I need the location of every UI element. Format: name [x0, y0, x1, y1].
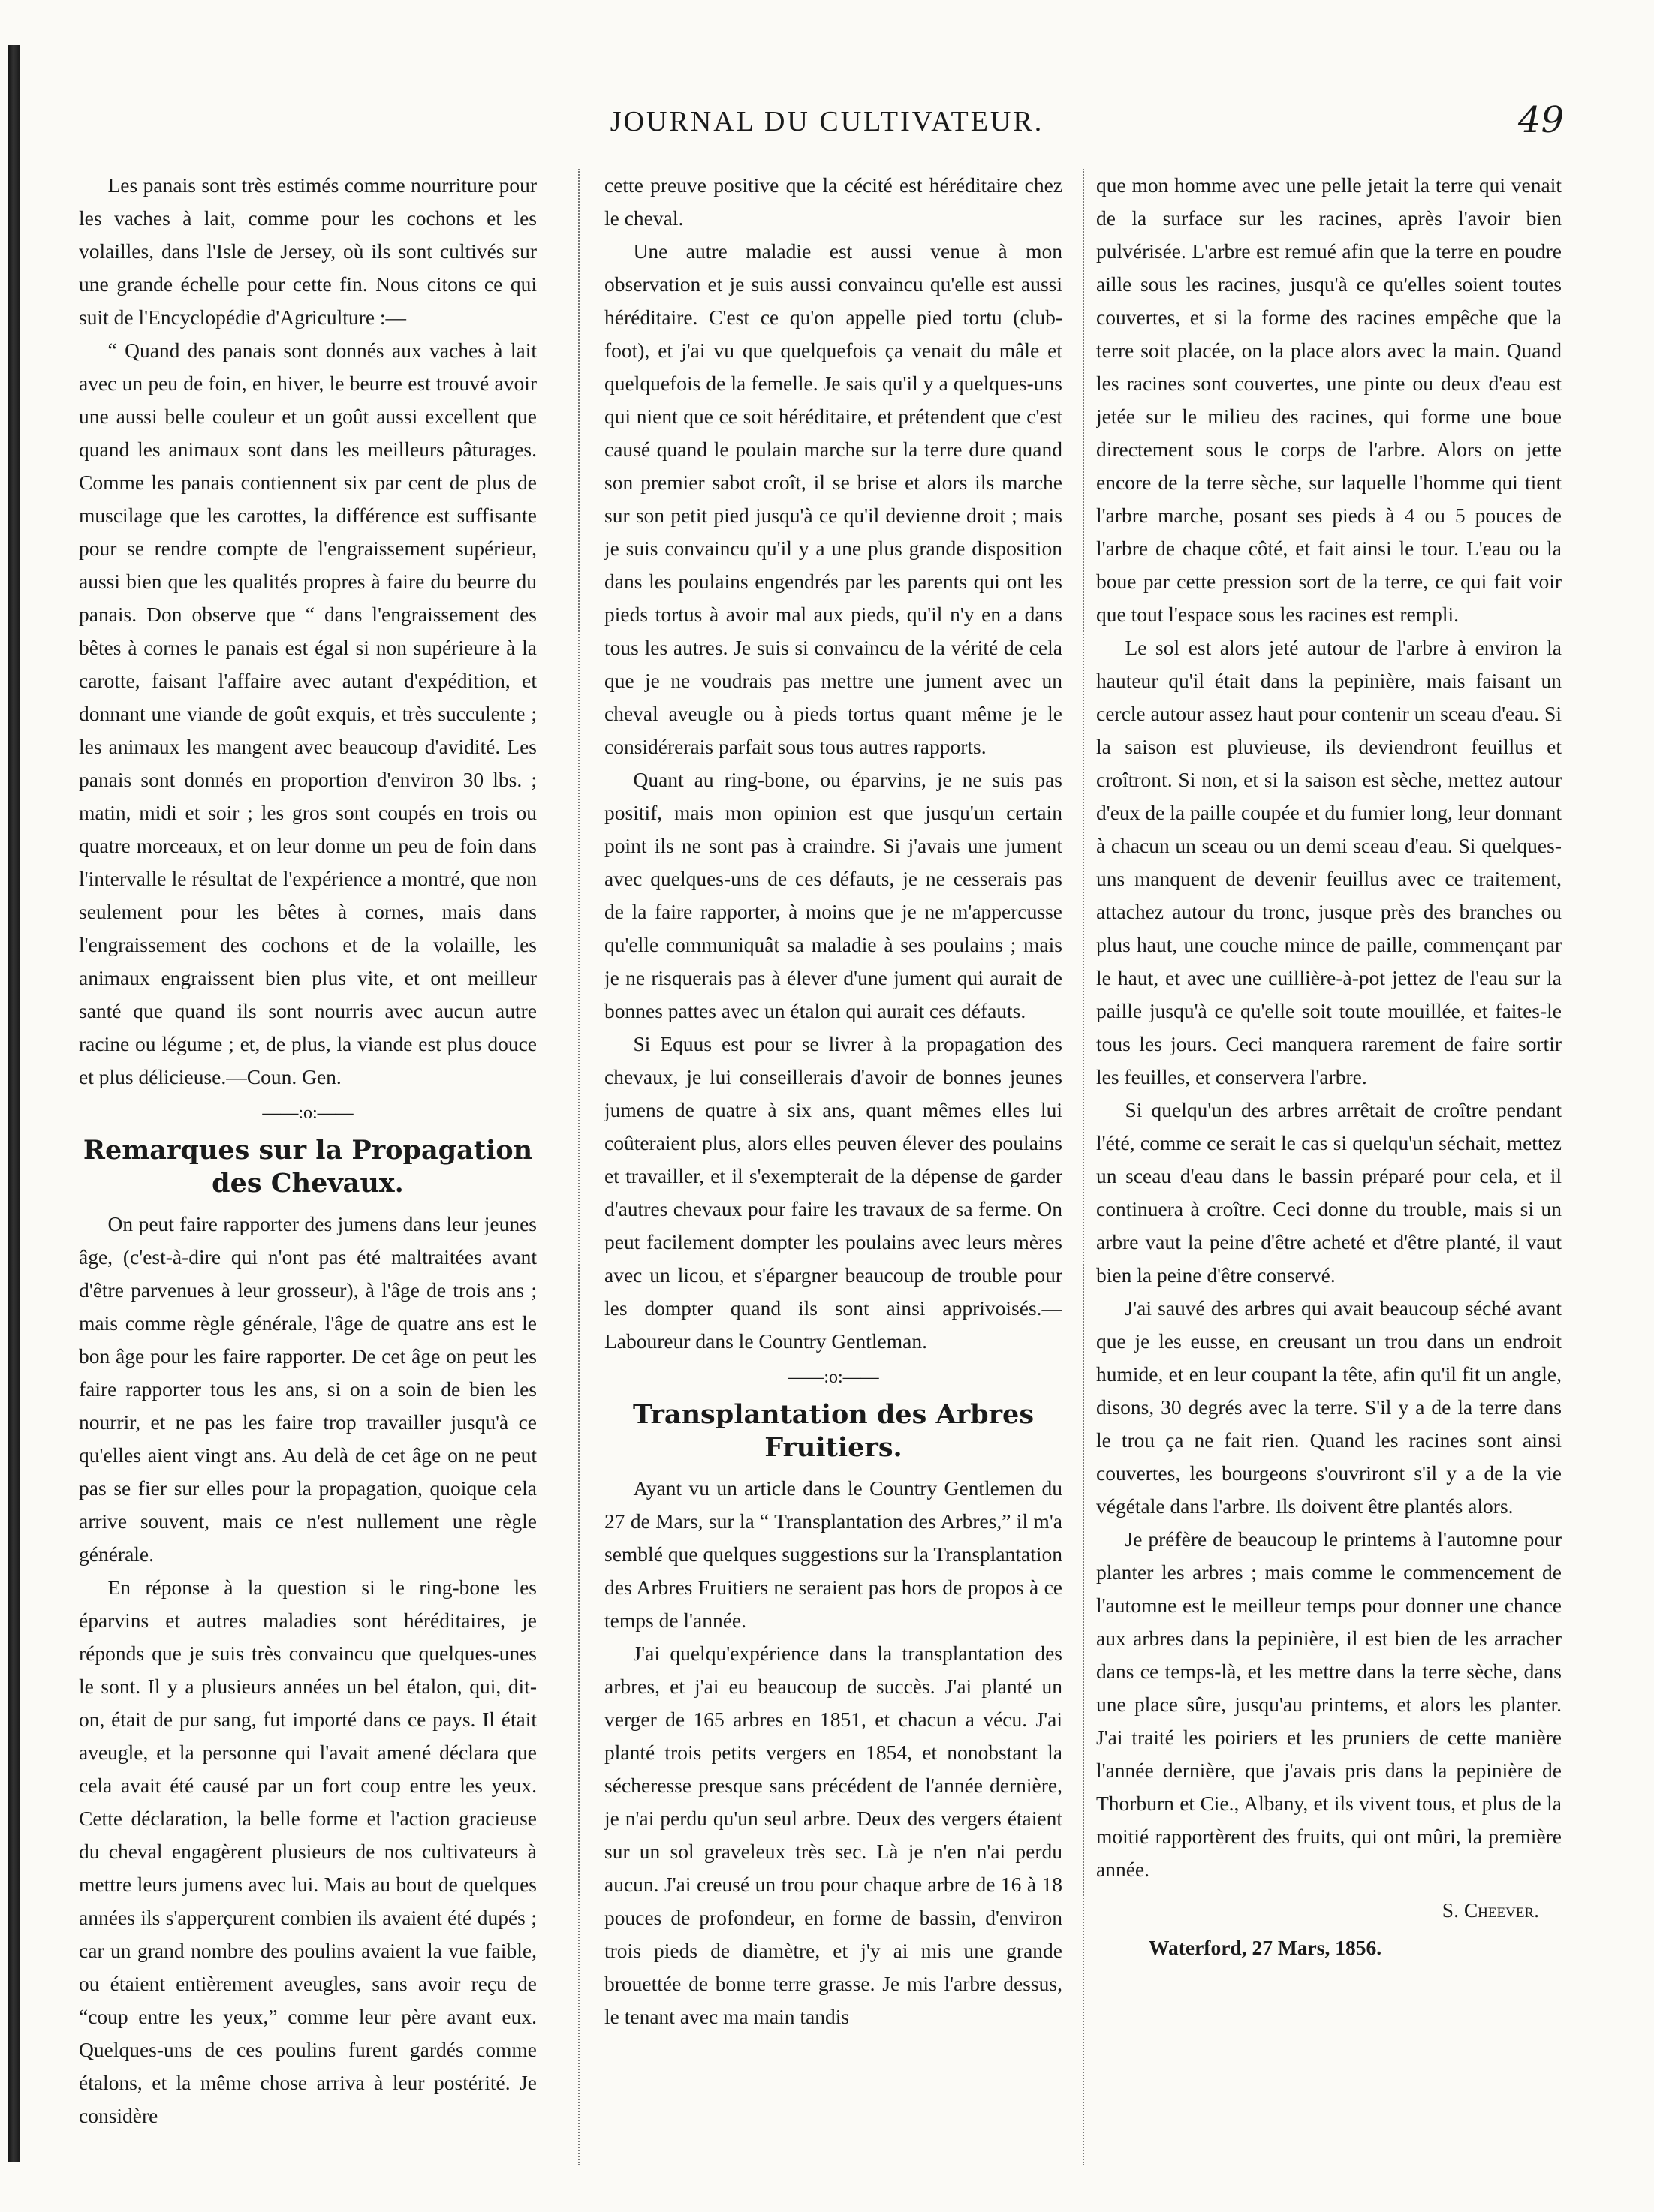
- column-rule-2: [1083, 169, 1084, 2165]
- column-2: [604, 169, 1062, 2180]
- paragraph: Les panais sont très estimés comme nourriture pour les vaches à lait, comme pour les cochons et les volailles, dans l'Isle de Jersey, où ils sont cultivés sur une grande échelle pour cette fin. Nous citons ce qui suit de l'Encyclopédie d'Agriculture :—: [79, 173, 537, 329]
- paragraph: Quant au ring-bone, ou éparvins, je ne suis pas positif, mais mon opinion est que jusqu'un certain point ils ne sont pas à craindre. Si j'avais une jument avec quelques-uns de ces défauts, je ne cesserais pas de la faire rapporter, à moins que je ne m'appercusse qu'elle communiquât sa maladie à ses poulains ; mais je ne risquerais pas à élever d'une jument qui aurait de bonnes pattes avec un étalon qui aurait ces défauts.: [604, 768, 1062, 1022]
- paragraph: Une autre maladie est aussi venue à mon observation et je suis aussi convaincu qu'elle est aussi héréditaire. C'est ce qu'on appelle pied tortu (club-foot), et j'ai vu que quelquefois ça venait du mâle et quelquefois de la femelle. Je sais qu'il y a quelques-uns qui nient que ce soit héréditaire, et prétendent que c'est causé quand le poulain marche sur la terre dure quand son premier sabot croît, il se brise et alors ils marche sur son petit pied jusqu'à ce qu'il devienne droit ; mais je suis convaincu qu'il y a une plus grande disposition dans les poulains engendrés par les parents qui ont les pieds tortus à avoir mal aux pieds, qu'il n'y en a dans tous les autres. Je suis si convaincu de la vérité de cela que je ne voudrais pas mettre une jument avec un cheval aveugle ou à pieds tortus quant même je le considérerais parfait sous tous autres rapports.: [604, 239, 1062, 758]
- paragraph: que mon homme avec une pelle jetait la terre qui venait de la surface sur les racines, après l'avoir bien pulvérisée. L'arbre est remué afin que la terre en poudre aille sous les racines, jusqu'à ce qu'elles soient toutes couvertes, et si la forme des racines empêche que la terre soit placée, on la place alors avec la main. Quand les racines sont couvertes, une pinte ou deux d'eau est jetée sur le milieu des racines, qui forme une boue directement sous le corps de l'arbre. Alors on jette encore de la terre sèche, sur laquelle l'homme qui tient l'arbre marche, posant ses pieds à 4 ou 5 pouces de l'arbre de chaque côté, et fait ainsi le tour. L'eau ou la boue par cette pression sort de la terre, ce qui fait voir que tout l'espace sous les racines est rempli.: [1096, 173, 1562, 626]
- column-rule-1: [578, 169, 580, 2165]
- paragraph: Je préfère de beaucoup le printems à l'automne pour planter les arbres ; mais comme le commencement de l'automne est le meilleur temps pour donner une chance aux arbres dans la pepinière, il est bien de les arracher dans ce temps-là, et les mettre dans la terre sèche, dans une place sûre, jusqu'au printems, et alors les planter. J'ai traité les poiriers et les pruniers de cette manière l'année dernière, que j'avais pris dans la pepinière de Thorburn et Cie., Albany, et ils vivent tous, et plus de la moitié rapportèrent des fruits, qui ont mûri, la première année.: [1096, 1527, 1562, 1881]
- paragraph: Ayant vu un article dans le Country Gentlemen du 27 de Mars, sur la “ Transplantation des Arbres,” il m'a semblé que quelques suggestions sur la Transplantation des Arbres Fruitiers ne seraient pas hors de propos à ce temps de l'année.: [604, 1476, 1062, 1632]
- paragraph: Si quelqu'un des arbres arrêtait de croître pendant l'été, comme ce serait le cas si quelqu'un séchait, mettez un sceau d'eau dans le bassin préparé pour cela, et il continuera à croître. Ceci donne du trouble, mais si un arbre vaut la peine d'être acheté et d'être planté, il vaut bien la peine d'être conservé.: [1096, 1098, 1562, 1287]
- section-separator: ——:o:——: [788, 1368, 879, 1387]
- article-heading: Transplantation des Arbres Fruitiers.: [632, 1399, 1035, 1463]
- paragraph: J'ai sauvé des arbres qui avait beaucoup séché avant que je les eusse, en creusant un trou dans un endroit humide, et en leur coupant la tête, afin qu'il fit un angle, disons, 30 degrés avec la terre. S'il y a de la terre dans le trou ça ne fait rien. Quand les racines sont ainsi couvertes, les bourgeons s'ouvriront s'il y a de la vie végétale dans l'arbre. Ils doivent être plantés alors.: [1096, 1296, 1562, 1518]
- running-header: JOURNAL DU CULTIVATEUR.: [610, 106, 1044, 137]
- paragraph: Si Equus est pour se livrer à la propagation des chevaux, je lui conseillerais d'avoir de bonnes jeunes jumens de quatre à six ans, quant mêmes elles lui coûteraient plus, alors elles peuven élever des poulains et travailler, et il s'exempterait de la dépense de garder d'autres chevaux pour faire les travaux de sa ferme. On peut facilement dompter les poulains avec leurs mères avec un licou, et s'épargner beaucoup de trouble pour les dompter quand ils sont ainsi apprivoisés.—Laboureur dans le Country Gentleman.: [604, 1032, 1062, 1353]
- paragraph: On peut faire rapporter des jumens dans leur jeunes âge, (c'est-à-dire qui n'ont pas été maltraitées avant d'être parvenues à leur grosseur), à l'âge de trois ans ; mais comme règle générale, l'âge de quatre ans est le bon âge pour les faire rapporter. De cet âge on peut les faire rapporter tous les ans, si on a soin de bien les nourrir, et ne pas les faire trop travailler jusqu'à ce qu'elles aient vingt ans. Au delà de cet âge on ne peut pas se fier sur elles pour la propagation, quoique cela arrive souvent, mais ce n'est nullement une règle générale.: [79, 1212, 537, 1566]
- article-heading: Remarques sur la Propagation des Chevaux.: [83, 1135, 533, 1199]
- section-separator: ——:o:——: [262, 1103, 354, 1123]
- page-edge-bar: [8, 45, 20, 2162]
- paragraph: cette preuve positive que la cécité est héréditaire chez le cheval.: [604, 173, 1062, 230]
- signature: S. Cheever.: [1442, 1898, 1539, 1922]
- paragraph: “ Quand des panais sont donnés aux vaches à lait avec un peu de foin, en hiver, le beurre est trouvé avoir une aussi belle couleur et un goût aussi excellent que quand les animaux sont dans les meilleurs pâturages. Comme les panais contiennent six par cent de plus de muscilage que les carottes, la différence est suffisante pour se rendre compte de l'engraissement supérieur, aussi bien que les qualités propres à faire du beurre du panais. Don observe que “ dans l'engraissement des bêtes à cornes le panais est égal si non supérieure à la carotte, faisant l'affaire avec autant d'expédition, et donnant une viande de goût exquis, et très succulente ; les animaux les mangent avec beaucoup d'avidité. Les panais sont donnés en proportion d'environ 30 lbs. ; matin, midi et soir ; les gros sont coupés en trois ou quatre morceaux, et on leur donne un peu de foin dans l'intervalle le résultat de l'expérience a montré, que non seulement pour les bêtes à cornes, mais dans l'engraissement des cochons et de la volaille, les animaux engraissent bien plus vite, et ont meilleur santé que quand ils sont nourris avec aucun autre racine ou légume ; et, de plus, la viande est plus douce et plus délicieuse.—Coun. Gen.: [79, 339, 537, 1088]
- dateline: Waterford, 27 Mars, 1856.: [1149, 1936, 1382, 1959]
- column-1: [79, 169, 537, 2180]
- paragraph: J'ai quelqu'expérience dans la transplantation des arbres, et j'ai eu beaucoup de succès. J'ai planté un verger de 165 arbres en 1851, et chacun a vécu. J'ai planté trois petits vergers en 1854, et nonobstant la sécheresse presque sans précédent de l'année dernière, je n'ai perdu qu'un seul arbre. Deux des vergers étaient sur un sol graveleux très sec. Là je n'en n'ai perdu aucun. J'ai creusé un trou pour chaque arbre de 16 à 18 pouces de profondeur, en forme de bassin, d'environ trois pieds de diamètre, et j'y ai mis une grande brouettée de bonne terre grasse. Je mis l'arbre dessus, le tenant avec ma main tandis: [604, 1642, 1062, 2028]
- page-number: 49: [1517, 99, 1564, 141]
- paragraph: En réponse à la question si le ring-bone les éparvins et autres maladies sont héréditaires, je réponds que je suis très convaincu que quelques-unes le sont. Il y a plusieurs années un bel étalon, qui, dit-on, était de pur sang, fut importé dans ce pays. Il était aveugle, et la personne qui l'avait amené déclara que cela avait été causé par un fort coup entre les yeux. Cette déclaration, la belle forme et l'action gracieuse du cheval engagèrent plusieurs de nos cultivateurs à mettre leurs jumens avec lui. Mais au bout de quelques années ils s'apperçurent combien ils avaient été dupés ; car un grand nombre des poulins avaient la vue faible, ou étaient entièrement aveugles, sans avoir reçu de “coup entre les yeux,” comme leur père avant eux. Quelques-uns de ces poulins furent gardés comme étalons, et la même chose arriva à leur postérité. Je considère: [79, 1575, 537, 2127]
- column-3: [1096, 169, 1562, 2180]
- paragraph: Le sol est alors jeté autour de l'arbre à environ la hauteur qu'il était dans la pepinière, mais faisant un cercle autour assez haut pour contenir un sceau d'eau. Si la saison est pluvieuse, ils deviendront feuillus et croîtront. Si non, et si la saison est sèche, mettez autour d'eux de la paille coupée et du fumier long, leur donnant à chacun un sceau ou un demi sceau d'eau. Si quelques-uns manquent de devenir feuillus avec ce traitement, attachez autour du tronc, jusque près des branches ou plus haut, une couche mince de paille, commençant par le haut, et avec une cuillière-à-pot jettez de l'eau sur la paille jusqu'à ce qu'elle soit toute mouillée, et faites-le tous les jours. Ceci manquera rarement de faire sortir les feuilles, et conservera l'arbre.: [1096, 636, 1562, 1088]
